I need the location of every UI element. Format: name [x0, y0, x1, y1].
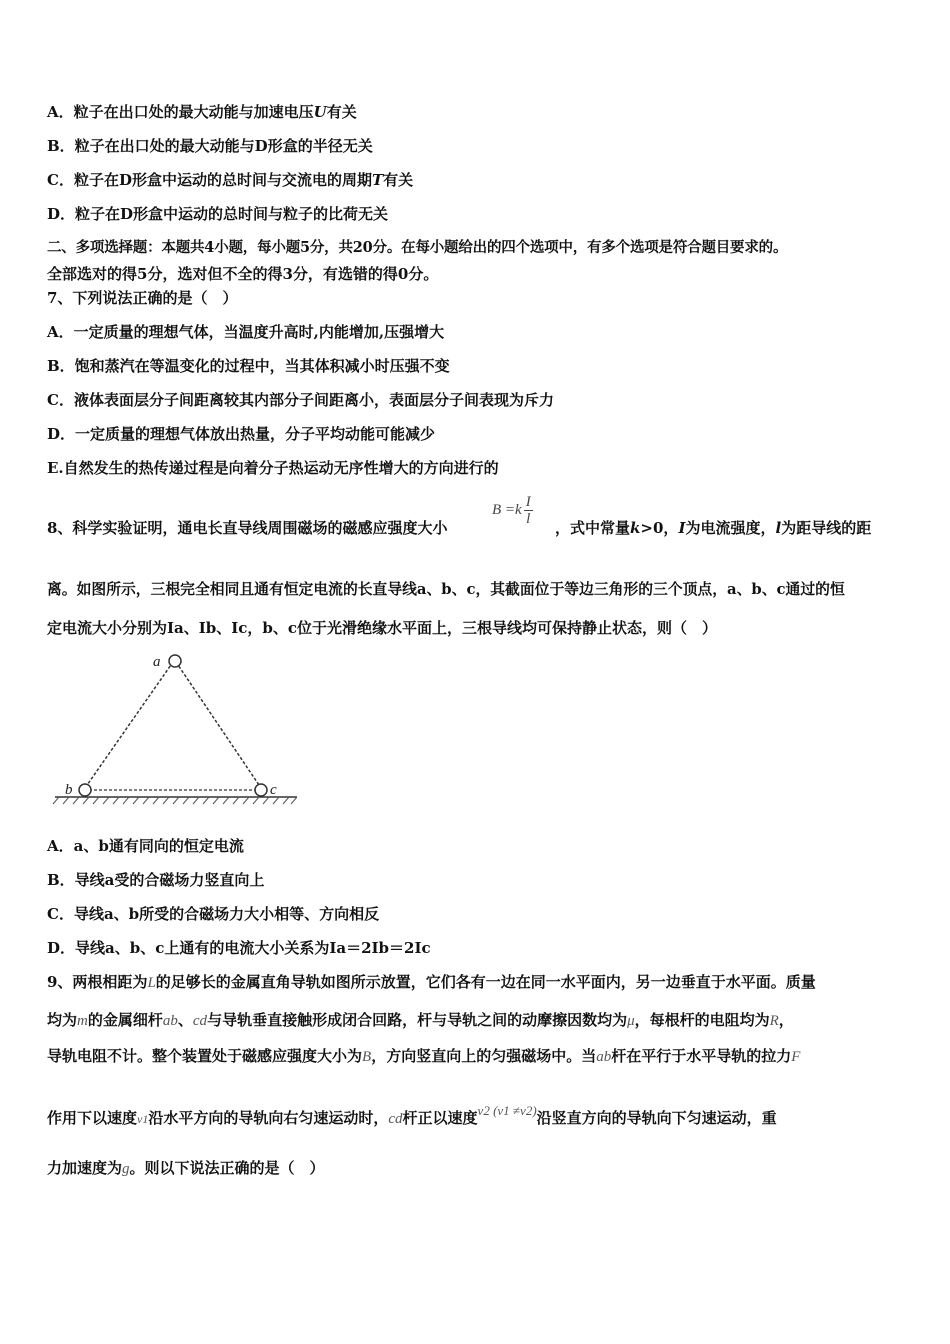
q8-var-l: l — [775, 519, 782, 537]
q7-option-c: C．液体表面层分子间距离较其内部分子间距离小，表面层分子间表现为斥力 — [47, 391, 554, 409]
q8-formula-lhs: B =k — [492, 501, 522, 518]
triangle-side-ac — [176, 662, 261, 788]
q8-option-c: C．导线a、b所受的合磁场力大小相等、方向相反 — [47, 905, 380, 923]
q9-var-v2expr: v2 (v1 ≠v2) — [477, 1103, 537, 1118]
q9-var-mu: μ — [627, 1013, 635, 1029]
q8-var-i: I — [678, 519, 686, 537]
q9-l5-b: 。则以下说法正确的是（ ） — [129, 1159, 325, 1177]
q8-stem1-pre: 8、科学实验证明，通电长直导线周围磁场的磁感应强度大小 — [47, 519, 448, 537]
q9-line4 — [47, 1103, 777, 1129]
q7-option-d: D．一定质量的理想气体放出热量，分子平均动能可能减少 — [47, 425, 436, 443]
q8-stem1-b: >0， — [640, 519, 679, 537]
q8-var-k: k — [630, 519, 641, 537]
q9-l4-a: 作用下以速度 — [47, 1109, 138, 1127]
q9-l3-b: ，方向竖直向上的匀强磁场中。当 — [371, 1047, 597, 1065]
section2-heading-line1: 二、多项选择题：本题共4小题，每小题5分，共20分。在每小题给出的四个选项中，有多个选项是符合题目要求的。 — [47, 239, 788, 256]
q9-l2-c: 、 — [177, 1011, 193, 1029]
q9-line3 — [47, 1046, 800, 1067]
q8-stem-line3: 定电流大小分别为Ia、Ib、Ic，b、c位于光滑绝缘水平面上，三根导线均可保持静止状态，则（ ） — [47, 619, 718, 637]
q8-stem1-d: 为距导线的距 — [781, 519, 872, 537]
q7-stem: 7、下列说法正确的是（ ） — [47, 289, 238, 307]
q8-option-d: D．导线a、b、c上通有的电流大小关系为Ia＝2Ib＝2Ic — [47, 939, 431, 957]
q9-line5 — [47, 1158, 325, 1179]
label-a: a — [153, 654, 161, 670]
q8-formula — [492, 494, 535, 527]
q8-stem-line1-rest — [555, 518, 871, 538]
wire-a — [169, 655, 181, 667]
q6-option-a — [47, 102, 357, 122]
q9-l4-c: 杆正以速度 — [402, 1109, 478, 1127]
q8-stem1-c: 为电流强度， — [685, 519, 776, 537]
q9-l2-b: 的金属细杆 — [87, 1011, 163, 1029]
wire-c — [255, 784, 267, 796]
q9-var-l: L — [147, 975, 156, 991]
q7-option-e: E.自然发生的热传递过程是向着分子热运动无序性增大的方向进行的 — [47, 459, 499, 477]
q9-l4-d: 沿竖直方向的导轨向下匀速运动，重 — [536, 1109, 777, 1127]
q9-line1 — [47, 972, 816, 993]
triangle-side-ab — [85, 662, 173, 788]
q9-l1-b: 的足够长的金属直角导轨如图所示放置，它们各有一边在同一水平面内，另一边垂直于水平面。质量 — [155, 973, 816, 991]
q6-option-b: B．粒子在出口处的最大动能与D形盒的半径无关 — [47, 137, 373, 155]
q8-stem1-a: ，式中常量 — [555, 519, 631, 537]
q9-l2-a: 均为 — [47, 1011, 78, 1029]
q9-l2-e: ，每根杆的电阻均为 — [634, 1011, 770, 1029]
q9-l1-a: 9、两根相距为 — [47, 973, 148, 991]
q9-l2-d: 与导轨垂直接触形成闭合回路，杆与导轨之间的动摩擦因数均为 — [207, 1011, 628, 1029]
q8-option-a: A．a、b通有同向的恒定电流 — [47, 837, 244, 855]
q6-option-c-var: T — [371, 171, 384, 189]
q9-var-f: F — [791, 1049, 801, 1065]
q8-option-b: B．导线a受的合磁场力竖直向上 — [47, 871, 265, 889]
q9-var-b: B — [362, 1049, 372, 1065]
q9-var-v1: v1 — [137, 1112, 149, 1126]
q9-var-m: m — [77, 1013, 88, 1029]
q9-l3-c: 杆在平行于水平导轨的拉力 — [611, 1047, 792, 1065]
q7-option-a: A．一定质量的理想气体，当温度升高时,内能增加,压强增大 — [47, 323, 445, 341]
wire-b — [79, 784, 91, 796]
q8-formula-num: I — [525, 494, 531, 510]
q8-triangle-figure — [45, 650, 305, 810]
q9-var-cd: cd — [192, 1013, 208, 1029]
q6-option-a-post: 有关 — [326, 103, 357, 121]
q8-formula-fraction — [524, 494, 533, 527]
q9-line2 — [47, 1010, 794, 1031]
q9-var-r: R — [769, 1013, 779, 1029]
label-c: c — [270, 782, 277, 798]
q8-formula-den: l — [526, 511, 531, 527]
q9-l5-a: 力加速度为 — [47, 1159, 123, 1177]
q9-var-ab: ab — [162, 1013, 178, 1029]
ground-hatch — [53, 797, 297, 804]
section2-heading-line2: 全部选对的得5分，选对但不全的得3分，有选错的得0分。 — [47, 265, 439, 283]
q6-option-d: D．粒子在D形盒中运动的总时间与粒子的比荷无关 — [47, 205, 389, 223]
q9-l2-f: ， — [778, 1011, 794, 1029]
q6-option-c — [47, 170, 413, 190]
label-b: b — [65, 782, 73, 798]
q9-var-cd2: cd — [388, 1111, 403, 1127]
q6-option-c-text: C．粒子在D形盒中运动的总时间与交流电的周期 — [47, 171, 372, 189]
q6-option-a-var: U — [313, 103, 327, 121]
q9-var-ab2: ab — [596, 1049, 612, 1065]
q9-l4-b: 沿水平方向的导轨向右匀速运动时， — [148, 1109, 389, 1127]
q8-stem-line2: 离。如图所示，三根完全相同且通有恒定电流的长直导线a、b、c，其截面位于等边三角形的三个顶点，a、b、c通过的恒 — [47, 581, 845, 598]
q6-option-c-post: 有关 — [383, 171, 414, 189]
q7-option-b: B．饱和蒸汽在等温变化的过程中，当其体积减小时压强不变 — [47, 357, 450, 375]
q6-option-a-text: A．粒子在出口处的最大动能与加速电压 — [47, 103, 314, 121]
q8-stem-line1 — [47, 518, 447, 538]
q9-l3-a: 导轨电阻不计。整个装置处于磁感应强度大小为 — [47, 1047, 363, 1065]
q9-var-g: g — [122, 1161, 130, 1177]
